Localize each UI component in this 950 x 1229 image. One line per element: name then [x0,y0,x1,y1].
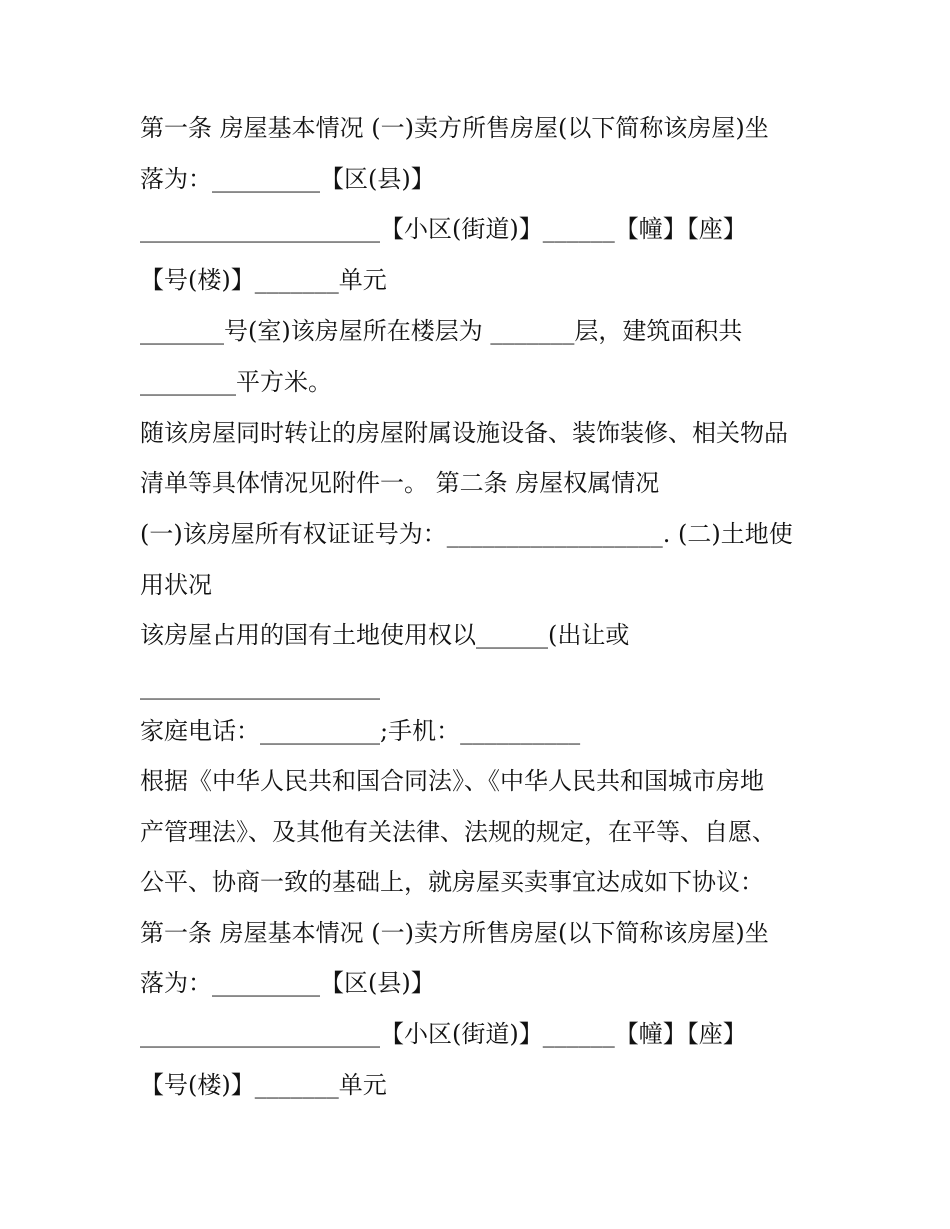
text-line: 公平、协商一致的基础上，就房屋买卖事宜达成如下协议： [140,868,764,896]
text-line: 第一条 房屋基本情况 (一)卖方所售房屋(以下简称该房屋)坐 [140,114,769,142]
text-line: 落为：_________【区(县)】 [140,165,435,193]
text-line: 清单等具体情况见附件一。 第二条 房屋权属情况 [140,469,660,497]
text-line: 第一条 房屋基本情况 (一)卖方所售房屋(以下简称该房屋)坐 [140,919,769,947]
text-line: (一)该房屋所有权证证号为：__________________. (二)土地使 [140,520,793,548]
text-line: 家庭电话：__________;手机：__________ [140,717,581,745]
text-line: ________平方米。 [140,368,332,396]
text-line: 产管理法》、及其他有关法律、法规的规定，在平等、自愿、 [140,818,776,846]
text-line: 【号(楼)】_______单元 [140,1071,387,1099]
text-line: 用状况 [140,571,212,599]
text-line: _______号(室)该房屋所在楼层为 _______层，建筑面积共 [140,317,743,345]
text-line: 随该房屋同时转让的房屋附属设施设备、装饰装修、相关物品 [140,419,788,447]
text-line: ____________________ [140,672,380,700]
text-line: ____________________【小区(街道)】______【幢】【座】 [140,215,747,243]
text-line: 落为：_________【区(县)】 [140,969,435,997]
text-line: 该房屋占用的国有土地使用权以______(出让或 [140,621,630,649]
text-line: 根据《中华人民共和国合同法》、《中华人民共和国城市房地 [140,767,764,795]
text-line: 【号(楼)】_______单元 [140,266,387,294]
text-line: ____________________【小区(街道)】______【幢】【座】 [140,1020,747,1048]
